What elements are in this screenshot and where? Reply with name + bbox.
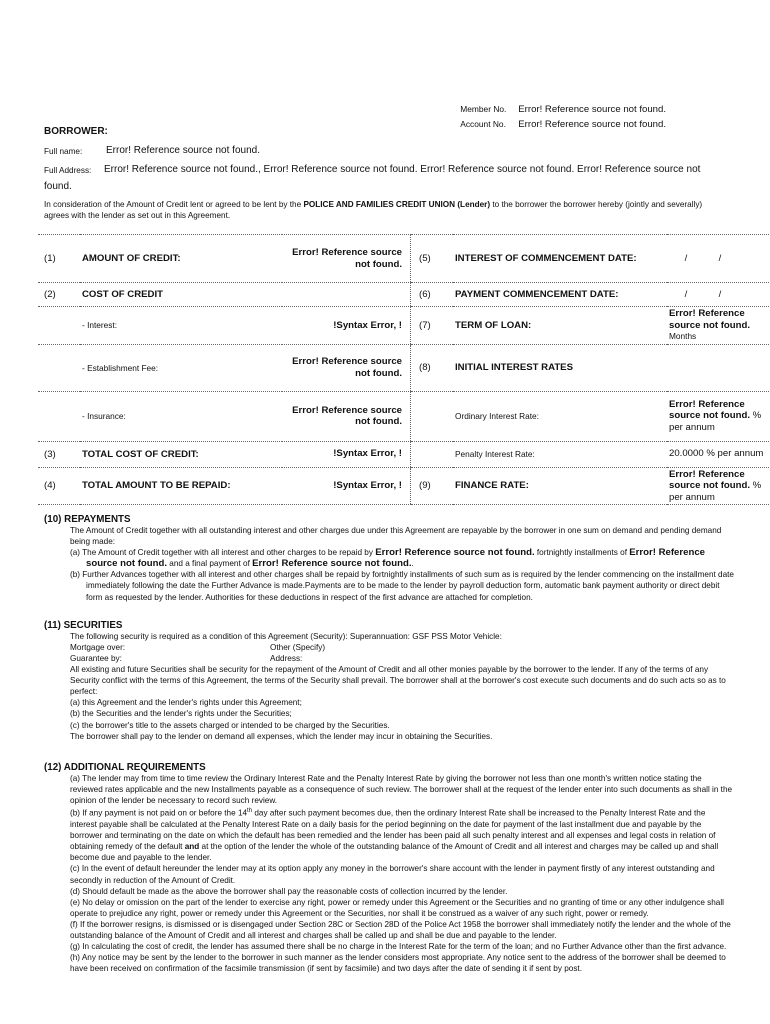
item-text: at the option of the lender the whole of the outstanding balance of the Amount of Credit and all interest and charges may be called up and shall become due and payable to the lender.	[70, 842, 719, 863]
installment-amount: Error! Reference source not found.	[86, 547, 705, 570]
securities-section	[44, 620, 734, 742]
securities-body	[44, 631, 734, 742]
requirement-item-g: (g) In calculating the cost of credit, the lender has assumed there shall be no charge in the Interest Rate for the term of the loan; and no Further Advance other than the first advance.	[70, 942, 727, 952]
interest-commencement-label: INTEREST OF COMMENCEMENT DATE:	[453, 235, 667, 283]
amount-of-credit-value: Error! Reference source not found.	[282, 235, 411, 283]
row-number: (2)	[38, 283, 80, 307]
date-separator: /	[718, 288, 722, 300]
full-address-label: Full Address:	[44, 166, 92, 175]
intro-text: In consideration of the Amount of Credit lent or agreed to be lent by the	[44, 200, 304, 209]
establishment-fee-value: Error! Reference source not found.	[282, 344, 411, 391]
requirement-item-h: (h) Any notice may be sent by the lender to the borrower in such manner as the lender considers most appropriate. Any notice sent to the address of the borrower shall be deemed to have been received on confirmation of the facsimile transmission (if sent by facsimile) and two days after the date of sending it if sent by post.	[70, 953, 726, 974]
ordinary-rate-number: Error! Reference source not found.	[669, 398, 751, 422]
finance-rate-label: FINANCE RATE:	[453, 467, 667, 505]
lender-name: POLICE AND FAMILIES CREDIT UNION (Lender)	[303, 200, 491, 209]
total-amount-repaid-value: !Syntax Error, !	[282, 467, 411, 505]
row-number: (6)	[411, 283, 454, 307]
repayments-paragraph: The Amount of Credit together with all outstanding interest and other charges due under this Agreement are repayable by the borrower in one sum on demand and pending demand being made:	[70, 526, 722, 547]
penalty-interest-rate-label: Penalty Interest Rate:	[453, 441, 667, 467]
full-name-value: Error! Reference source not found.	[106, 145, 260, 156]
guarantee-label: Guarantee by:	[70, 654, 122, 664]
account-no-value: Error! Reference source not found.	[518, 119, 666, 130]
securities-paragraph: The following security is required as a condition of this Agreement (Security): Superannuation: GSF PSS Motor Vehicle:	[70, 632, 502, 641]
finance-rate-value	[667, 467, 769, 505]
item-text: (b) If any payment is not paid on or before the 14	[70, 809, 248, 819]
initial-interest-rates-label: INITIAL INTEREST RATES	[453, 344, 667, 391]
table-row	[38, 283, 769, 307]
row-number: (4)	[38, 467, 80, 505]
mortgage-line	[70, 642, 734, 653]
item-text: (a) The Amount of Credit together with all interest and other charges to be repaid by	[70, 548, 376, 558]
insurance-value: Error! Reference source not found.	[282, 391, 411, 441]
account-no-label: Account No.	[460, 119, 506, 129]
intro-paragraph	[44, 199, 726, 221]
member-no-label: Member No.	[460, 104, 507, 114]
additional-requirements-heading: (12) ADDITIONAL REQUIREMENTS	[44, 762, 206, 773]
row-number: (3)	[38, 441, 80, 467]
term-of-loan-label: TERM OF LOAN:	[453, 307, 667, 345]
installment-count: Error! Reference source not found.	[375, 547, 535, 559]
total-amount-repaid-label: TOTAL AMOUNT TO BE REPAID:	[80, 467, 282, 505]
interest-value: !Syntax Error, !	[282, 307, 411, 345]
mortgage-label: Mortgage over:	[70, 643, 126, 653]
finance-rate-unit: per annum	[669, 491, 715, 503]
item-text-bold: and	[184, 842, 200, 852]
term-of-loan-value	[667, 307, 769, 345]
row-number: (8)	[411, 344, 454, 391]
payment-commencement-date	[667, 283, 769, 307]
row-number: (1)	[38, 235, 80, 283]
account-info	[460, 102, 666, 132]
requirement-item-c: (c) In the event of default hereunder the lender may at its option apply any money in the borrower's share account with the lender in payment firstly of any interest outstanding and secondly in reduction of the Amount of Credit.	[70, 864, 715, 885]
item-text: day after such payment becomes due, then the ordinary Interest Rate shall be increased to the Penalty Interest Rate and the interest payable shall be calculated at the Penalty Interest Rate on a daily basis for the period beginning on the date for payment of the last installment due and payable by the borrower and terminating on the date on which the default has been remedied and the lender has been paid all such penalty interest and all expenses and legal costs in relation of obtaining remedy of the default	[70, 809, 716, 852]
requirement-item-a: (a) The lender may from time to time review the Ordinary Interest Rate and the Penalty Interest Rate by giving the borrower not less than one month's written notice stating the reviewed rates applicable and the new Installments payable as a consequence of such review. The borrower shall at the request of the lender enter into such documents as shall in the opinion of the lender be necessary to record such review.	[70, 774, 733, 806]
securities-item-c: (c) the borrower's title to the assets charged or intended to be charged by the Securities.	[70, 720, 390, 730]
establishment-fee-label: - Establishment Fee:	[80, 344, 282, 391]
ordinary-interest-rate-label: Ordinary Interest Rate:	[453, 391, 667, 441]
percent-sign: %	[750, 480, 762, 491]
additional-requirements-section	[44, 762, 734, 974]
repayments-item-a	[70, 547, 734, 569]
repayments-section	[44, 514, 734, 603]
intro-text-2: to the borrower the borrower hereby (jointly and severally) agrees with the lender as set out in this Agreement.	[44, 200, 703, 221]
amount-of-credit-label: AMOUNT OF CREDIT:	[80, 235, 282, 283]
interest-label: - Interest:	[80, 307, 282, 345]
item-text: fortnightly installments of	[534, 548, 630, 558]
securities-item-b: (b) the Securities and the lender's rights under the Securities;	[70, 709, 292, 719]
interest-commencement-date	[667, 235, 769, 283]
ordinary-rate-unit: per annum	[669, 421, 715, 433]
full-address-value-cont: found.	[44, 181, 72, 192]
final-payment: Error! Reference source not found.	[252, 558, 412, 570]
full-name-label: Full name:	[44, 147, 83, 156]
securities-paragraph-2: All existing and future Securities shall be security for the repayment of the Amount of Credit and all other monies payable by the borrower to the lender. If any of the terms of any Security conflict with the terms of this Agreement, the terms of the Security shall prevail. The borrower shall at the borrower's cost execute such documents and do such acts so as to perfect:	[70, 665, 726, 697]
row-number: (7)	[411, 307, 454, 345]
item-text: .	[411, 559, 414, 569]
requirement-item-b	[70, 806, 734, 863]
additional-requirements-body	[44, 773, 734, 974]
date-separator: /	[718, 252, 722, 264]
requirement-item-f: (f) If the borrower resigns, is dismissed or is disengaged under Section 28C or Section 28D of the Police Act 1958 the borrower shall immediately notify the lender and the whole of the outstanding balance of the Amount of Credit and all interest and charges shall be called up and shall be due and payable to the lender.	[70, 919, 731, 941]
penalty-interest-rate-value: 20.0000 % per annum	[667, 441, 769, 467]
percent-sign: %	[750, 410, 762, 422]
requirement-item-d: (d) Should default be made as the above the borrower shall pay the reasonable costs of collection incurred by the lender.	[70, 886, 508, 896]
repayments-heading: (10) REPAYMENTS	[44, 514, 131, 525]
securities-item-a: (a) this Agreement and the lender's rights under this Agreement;	[70, 698, 302, 708]
total-cost-of-credit-value: !Syntax Error, !	[282, 441, 411, 467]
date-separator: /	[684, 252, 688, 264]
ordinary-interest-rate-value	[667, 391, 769, 441]
item-text: and a final payment of	[167, 559, 253, 569]
repayments-body	[44, 525, 734, 603]
table-row	[38, 467, 769, 505]
repayments-item-b: (b) Further Advances together with all interest and other charges shall be repaid by fortnightly installments of such sum as is required by the lender commencing on the installment date immediately following the date the Further Advance is made.Payments are to be made to the lender by payroll deduction form, automatic bank payment authority or direct debit form as requested by the lender. Authorities for these deductions in respect of the first advance are attached for completion.	[70, 570, 734, 602]
requirement-item-e: (e) No delay or omission on the part of the lender to exercise any right, power or remedy under this Agreement or the Securities and no granting of time or any other indulgence shall operate to prejudice any right, power or remedy under this Agreement or the Securities, nor shall it be construed as a waiver of any such right, power or remedy.	[70, 897, 724, 918]
row-number: (5)	[411, 235, 454, 283]
term-of-loan-months: Error! Reference source not found.	[669, 308, 751, 331]
guarantee-line	[70, 653, 734, 664]
borrower-heading: BORROWER:	[44, 126, 108, 137]
address-label: Address:	[270, 654, 303, 664]
table-row	[38, 391, 769, 441]
full-address-value: Error! Reference source not found., Error! Reference source not found. Error! Reference source not found. Error! Reference source not	[104, 164, 701, 175]
payment-commencement-label: PAYMENT COMMENCEMENT DATE:	[453, 283, 667, 307]
securities-paragraph-3: The borrower shall pay to the lender on demand all expenses, which the lender may incur in obtaining the Securities.	[70, 731, 493, 741]
table-row	[38, 344, 769, 391]
ordinal-suffix: th	[247, 808, 253, 815]
table-row	[38, 307, 769, 345]
member-no-value: Error! Reference source not found.	[518, 104, 666, 115]
insurance-label: - Insurance:	[80, 391, 282, 441]
cost-of-credit-label: COST OF CREDIT	[80, 283, 282, 307]
table-row	[38, 441, 769, 467]
table-row	[38, 235, 769, 283]
total-cost-of-credit-label: TOTAL COST OF CREDIT:	[80, 441, 282, 467]
finance-rate-number: Error! Reference source not found.	[669, 468, 751, 491]
other-label: Other (Specify)	[270, 643, 326, 653]
date-separator: /	[684, 288, 688, 300]
term-of-loan-unit: Months	[669, 331, 697, 341]
securities-heading: (11) SECURITIES	[44, 620, 123, 631]
row-number: (9)	[411, 467, 454, 505]
credit-summary-table	[38, 234, 764, 505]
